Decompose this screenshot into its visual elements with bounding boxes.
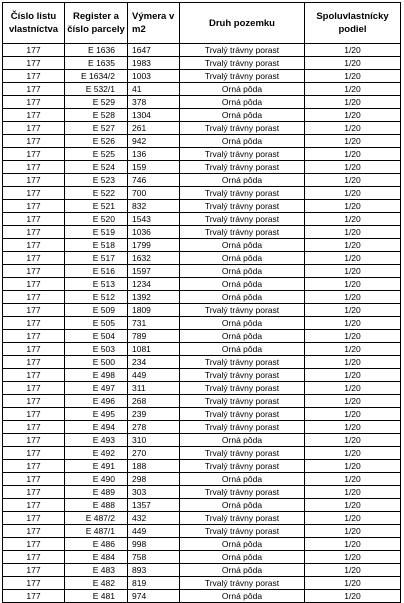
cell-area-m2: 298 bbox=[128, 473, 180, 486]
cell-co-ownership-share: 1/20 bbox=[305, 44, 401, 57]
table-row bbox=[3, 460, 401, 473]
cell-co-ownership-share: 1/20 bbox=[305, 122, 401, 135]
cell-land-type: Trvalý trávny porast bbox=[180, 304, 305, 317]
table-body bbox=[3, 44, 401, 603]
cell-ownership-sheet-number: 177 bbox=[3, 538, 65, 551]
cell-co-ownership-share: 1/20 bbox=[305, 57, 401, 70]
cell-ownership-sheet-number: 177 bbox=[3, 226, 65, 239]
cell-area-m2: 746 bbox=[128, 174, 180, 187]
cell-co-ownership-share: 1/20 bbox=[305, 499, 401, 512]
cell-area-m2: 278 bbox=[128, 421, 180, 434]
cell-ownership-sheet-number: 177 bbox=[3, 382, 65, 395]
cell-area-m2: 893 bbox=[128, 564, 180, 577]
cell-area-m2: 1597 bbox=[128, 265, 180, 278]
cell-land-type: Orná pôda bbox=[180, 538, 305, 551]
cell-land-type: Orná pôda bbox=[180, 590, 305, 603]
cell-land-type: Trvalý trávny porast bbox=[180, 486, 305, 499]
cell-land-type: Trvalý trávny porast bbox=[180, 213, 305, 226]
cell-co-ownership-share: 1/20 bbox=[305, 135, 401, 148]
table-row bbox=[3, 200, 401, 213]
cell-area-m2: 1392 bbox=[128, 291, 180, 304]
cell-area-m2: 303 bbox=[128, 486, 180, 499]
table-row bbox=[3, 291, 401, 304]
table-row bbox=[3, 356, 401, 369]
cell-area-m2: 41 bbox=[128, 83, 180, 96]
cell-land-type: Orná pôda bbox=[180, 564, 305, 577]
cell-area-m2: 1003 bbox=[128, 70, 180, 83]
cell-parcel-number: E 516 bbox=[65, 265, 128, 278]
cell-co-ownership-share: 1/20 bbox=[305, 447, 401, 460]
cell-ownership-sheet-number: 177 bbox=[3, 369, 65, 382]
cell-co-ownership-share: 1/20 bbox=[305, 304, 401, 317]
table-header bbox=[3, 3, 401, 44]
cell-parcel-number: E 522 bbox=[65, 187, 128, 200]
cell-parcel-number: E 523 bbox=[65, 174, 128, 187]
table-row bbox=[3, 590, 401, 603]
cell-ownership-sheet-number: 177 bbox=[3, 356, 65, 369]
cell-co-ownership-share: 1/20 bbox=[305, 148, 401, 161]
cell-area-m2: 819 bbox=[128, 577, 180, 590]
cell-co-ownership-share: 1/20 bbox=[305, 317, 401, 330]
cell-parcel-number: E 495 bbox=[65, 408, 128, 421]
cell-parcel-number: E 1634/2 bbox=[65, 70, 128, 83]
table-row bbox=[3, 395, 401, 408]
cell-land-type: Trvalý trávny porast bbox=[180, 577, 305, 590]
cell-land-type: Trvalý trávny porast bbox=[180, 395, 305, 408]
cell-area-m2: 136 bbox=[128, 148, 180, 161]
cell-land-type: Orná pôda bbox=[180, 278, 305, 291]
cell-ownership-sheet-number: 177 bbox=[3, 265, 65, 278]
cell-ownership-sheet-number: 177 bbox=[3, 317, 65, 330]
cell-land-type: Trvalý trávny porast bbox=[180, 200, 305, 213]
table-row bbox=[3, 408, 401, 421]
cell-parcel-number: E 529 bbox=[65, 96, 128, 109]
table-row bbox=[3, 148, 401, 161]
cell-area-m2: 1234 bbox=[128, 278, 180, 291]
cell-land-type: Orná pôda bbox=[180, 499, 305, 512]
cell-ownership-sheet-number: 177 bbox=[3, 135, 65, 148]
table-row bbox=[3, 161, 401, 174]
cell-land-type: Trvalý trávny porast bbox=[180, 369, 305, 382]
cell-land-type: Trvalý trávny porast bbox=[180, 148, 305, 161]
cell-area-m2: 1809 bbox=[128, 304, 180, 317]
cell-co-ownership-share: 1/20 bbox=[305, 421, 401, 434]
cell-co-ownership-share: 1/20 bbox=[305, 590, 401, 603]
cell-co-ownership-share: 1/20 bbox=[305, 96, 401, 109]
cell-parcel-number: E 1635 bbox=[65, 57, 128, 70]
cell-ownership-sheet-number: 177 bbox=[3, 83, 65, 96]
cell-co-ownership-share: 1/20 bbox=[305, 538, 401, 551]
cell-parcel-number: E 512 bbox=[65, 291, 128, 304]
header-row bbox=[3, 3, 401, 44]
cell-ownership-sheet-number: 177 bbox=[3, 213, 65, 226]
table-row bbox=[3, 304, 401, 317]
cell-ownership-sheet-number: 177 bbox=[3, 551, 65, 564]
cell-parcel-number: E 526 bbox=[65, 135, 128, 148]
cell-parcel-number: E 504 bbox=[65, 330, 128, 343]
cell-area-m2: 731 bbox=[128, 317, 180, 330]
table-row bbox=[3, 109, 401, 122]
table-row bbox=[3, 577, 401, 590]
table-row bbox=[3, 447, 401, 460]
cell-ownership-sheet-number: 177 bbox=[3, 70, 65, 83]
cell-area-m2: 974 bbox=[128, 590, 180, 603]
cell-parcel-number: E 519 bbox=[65, 226, 128, 239]
cell-area-m2: 1983 bbox=[128, 57, 180, 70]
cell-ownership-sheet-number: 177 bbox=[3, 564, 65, 577]
table-row bbox=[3, 369, 401, 382]
cell-parcel-number: E 489 bbox=[65, 486, 128, 499]
cell-ownership-sheet-number: 177 bbox=[3, 96, 65, 109]
cell-co-ownership-share: 1/20 bbox=[305, 473, 401, 486]
table-row bbox=[3, 44, 401, 57]
table-row bbox=[3, 512, 401, 525]
table-row bbox=[3, 317, 401, 330]
cell-parcel-number: E 524 bbox=[65, 161, 128, 174]
cell-parcel-number: E 500 bbox=[65, 356, 128, 369]
cell-co-ownership-share: 1/20 bbox=[305, 213, 401, 226]
cell-parcel-number: E 521 bbox=[65, 200, 128, 213]
cell-area-m2: 188 bbox=[128, 460, 180, 473]
cell-parcel-number: E 487/2 bbox=[65, 512, 128, 525]
cell-land-type: Trvalý trávny porast bbox=[180, 525, 305, 538]
cell-parcel-number: E 496 bbox=[65, 395, 128, 408]
cell-land-type: Orná pôda bbox=[180, 239, 305, 252]
table-row bbox=[3, 70, 401, 83]
table-row bbox=[3, 226, 401, 239]
cell-parcel-number: E 513 bbox=[65, 278, 128, 291]
cell-parcel-number: E 518 bbox=[65, 239, 128, 252]
cell-ownership-sheet-number: 177 bbox=[3, 187, 65, 200]
cell-ownership-sheet-number: 177 bbox=[3, 148, 65, 161]
cell-parcel-number: E 505 bbox=[65, 317, 128, 330]
cell-area-m2: 1632 bbox=[128, 252, 180, 265]
cell-parcel-number: E 492 bbox=[65, 447, 128, 460]
cell-co-ownership-share: 1/20 bbox=[305, 382, 401, 395]
cell-co-ownership-share: 1/20 bbox=[305, 330, 401, 343]
cell-land-type: Orná pôda bbox=[180, 96, 305, 109]
cell-ownership-sheet-number: 177 bbox=[3, 460, 65, 473]
cell-area-m2: 311 bbox=[128, 382, 180, 395]
table-row bbox=[3, 265, 401, 278]
cell-ownership-sheet-number: 177 bbox=[3, 278, 65, 291]
cell-ownership-sheet-number: 177 bbox=[3, 395, 65, 408]
cell-land-type: Trvalý trávny porast bbox=[180, 460, 305, 473]
table-row bbox=[3, 187, 401, 200]
cell-land-type: Orná pôda bbox=[180, 291, 305, 304]
cell-co-ownership-share: 1/20 bbox=[305, 486, 401, 499]
cell-area-m2: 239 bbox=[128, 408, 180, 421]
cell-land-type: Orná pôda bbox=[180, 434, 305, 447]
cell-co-ownership-share: 1/20 bbox=[305, 356, 401, 369]
cell-area-m2: 758 bbox=[128, 551, 180, 564]
header-ownership-sheet-number: Číslo listu vlastníctva bbox=[3, 3, 65, 44]
cell-land-type: Orná pôda bbox=[180, 330, 305, 343]
cell-land-type: Orná pôda bbox=[180, 252, 305, 265]
table-row bbox=[3, 343, 401, 356]
table-row bbox=[3, 83, 401, 96]
header-area-m2: Výmera v m2 bbox=[128, 3, 180, 44]
cell-area-m2: 700 bbox=[128, 187, 180, 200]
table-row bbox=[3, 538, 401, 551]
cell-land-type: Orná pôda bbox=[180, 343, 305, 356]
cell-parcel-number: E 498 bbox=[65, 369, 128, 382]
cell-co-ownership-share: 1/20 bbox=[305, 187, 401, 200]
table-row bbox=[3, 174, 401, 187]
cell-ownership-sheet-number: 177 bbox=[3, 161, 65, 174]
cell-ownership-sheet-number: 177 bbox=[3, 434, 65, 447]
cell-ownership-sheet-number: 177 bbox=[3, 174, 65, 187]
cell-parcel-number: E 488 bbox=[65, 499, 128, 512]
cell-land-type: Orná pôda bbox=[180, 473, 305, 486]
cell-parcel-number: E 528 bbox=[65, 109, 128, 122]
cell-ownership-sheet-number: 177 bbox=[3, 343, 65, 356]
cell-land-type: Trvalý trávny porast bbox=[180, 226, 305, 239]
cell-parcel-number: E 490 bbox=[65, 473, 128, 486]
cell-co-ownership-share: 1/20 bbox=[305, 226, 401, 239]
cell-area-m2: 432 bbox=[128, 512, 180, 525]
cell-parcel-number: E 527 bbox=[65, 122, 128, 135]
cell-co-ownership-share: 1/20 bbox=[305, 343, 401, 356]
table-row bbox=[3, 96, 401, 109]
table-row bbox=[3, 382, 401, 395]
cell-land-type: Orná pôda bbox=[180, 317, 305, 330]
cell-parcel-number: E 503 bbox=[65, 343, 128, 356]
cell-land-type: Orná pôda bbox=[180, 174, 305, 187]
cell-ownership-sheet-number: 177 bbox=[3, 291, 65, 304]
cell-co-ownership-share: 1/20 bbox=[305, 525, 401, 538]
cell-co-ownership-share: 1/20 bbox=[305, 460, 401, 473]
cell-co-ownership-share: 1/20 bbox=[305, 278, 401, 291]
cell-co-ownership-share: 1/20 bbox=[305, 408, 401, 421]
table-row bbox=[3, 525, 401, 538]
table-row bbox=[3, 135, 401, 148]
table-row bbox=[3, 434, 401, 447]
document-page bbox=[2, 2, 401, 603]
cell-co-ownership-share: 1/20 bbox=[305, 161, 401, 174]
table-row bbox=[3, 213, 401, 226]
cell-parcel-number: E 493 bbox=[65, 434, 128, 447]
cell-co-ownership-share: 1/20 bbox=[305, 564, 401, 577]
cell-land-type: Trvalý trávny porast bbox=[180, 408, 305, 421]
cell-ownership-sheet-number: 177 bbox=[3, 109, 65, 122]
cell-co-ownership-share: 1/20 bbox=[305, 434, 401, 447]
table-row bbox=[3, 239, 401, 252]
cell-parcel-number: E 509 bbox=[65, 304, 128, 317]
header-land-type: Druh pozemku bbox=[180, 3, 305, 44]
table-row bbox=[3, 499, 401, 512]
cell-co-ownership-share: 1/20 bbox=[305, 239, 401, 252]
cell-ownership-sheet-number: 177 bbox=[3, 122, 65, 135]
cell-land-type: Trvalý trávny porast bbox=[180, 447, 305, 460]
cell-co-ownership-share: 1/20 bbox=[305, 369, 401, 382]
cell-ownership-sheet-number: 177 bbox=[3, 486, 65, 499]
cell-land-type: Trvalý trávny porast bbox=[180, 161, 305, 174]
cell-ownership-sheet-number: 177 bbox=[3, 200, 65, 213]
cell-parcel-number: E 517 bbox=[65, 252, 128, 265]
cell-area-m2: 998 bbox=[128, 538, 180, 551]
cell-ownership-sheet-number: 177 bbox=[3, 408, 65, 421]
cell-area-m2: 449 bbox=[128, 369, 180, 382]
cell-area-m2: 1304 bbox=[128, 109, 180, 122]
cell-land-type: Trvalý trávny porast bbox=[180, 512, 305, 525]
cell-area-m2: 1647 bbox=[128, 44, 180, 57]
cell-land-type: Orná pôda bbox=[180, 265, 305, 278]
cell-co-ownership-share: 1/20 bbox=[305, 70, 401, 83]
cell-ownership-sheet-number: 177 bbox=[3, 473, 65, 486]
cell-co-ownership-share: 1/20 bbox=[305, 83, 401, 96]
cell-land-type: Orná pôda bbox=[180, 135, 305, 148]
cell-ownership-sheet-number: 177 bbox=[3, 447, 65, 460]
cell-ownership-sheet-number: 177 bbox=[3, 525, 65, 538]
cell-area-m2: 1357 bbox=[128, 499, 180, 512]
land-parcels-table bbox=[2, 2, 401, 603]
cell-ownership-sheet-number: 177 bbox=[3, 512, 65, 525]
cell-area-m2: 449 bbox=[128, 525, 180, 538]
cell-area-m2: 159 bbox=[128, 161, 180, 174]
header-register-parcel-number: Register a číslo parcely bbox=[65, 3, 128, 44]
cell-land-type: Trvalý trávny porast bbox=[180, 421, 305, 434]
cell-ownership-sheet-number: 177 bbox=[3, 304, 65, 317]
cell-parcel-number: E 532/1 bbox=[65, 83, 128, 96]
cell-area-m2: 270 bbox=[128, 447, 180, 460]
cell-area-m2: 789 bbox=[128, 330, 180, 343]
table-row bbox=[3, 122, 401, 135]
cell-parcel-number: E 484 bbox=[65, 551, 128, 564]
cell-co-ownership-share: 1/20 bbox=[305, 512, 401, 525]
cell-land-type: Trvalý trávny porast bbox=[180, 70, 305, 83]
cell-ownership-sheet-number: 177 bbox=[3, 252, 65, 265]
cell-co-ownership-share: 1/20 bbox=[305, 109, 401, 122]
cell-area-m2: 234 bbox=[128, 356, 180, 369]
cell-land-type: Orná pôda bbox=[180, 551, 305, 564]
cell-co-ownership-share: 1/20 bbox=[305, 252, 401, 265]
table-row bbox=[3, 486, 401, 499]
cell-co-ownership-share: 1/20 bbox=[305, 265, 401, 278]
cell-area-m2: 832 bbox=[128, 200, 180, 213]
cell-ownership-sheet-number: 177 bbox=[3, 239, 65, 252]
cell-parcel-number: E 494 bbox=[65, 421, 128, 434]
cell-land-type: Trvalý trávny porast bbox=[180, 187, 305, 200]
cell-co-ownership-share: 1/20 bbox=[305, 395, 401, 408]
cell-area-m2: 942 bbox=[128, 135, 180, 148]
cell-area-m2: 1799 bbox=[128, 239, 180, 252]
cell-parcel-number: E 482 bbox=[65, 577, 128, 590]
table-row bbox=[3, 278, 401, 291]
cell-area-m2: 1036 bbox=[128, 226, 180, 239]
cell-parcel-number: E 486 bbox=[65, 538, 128, 551]
cell-parcel-number: E 1636 bbox=[65, 44, 128, 57]
cell-co-ownership-share: 1/20 bbox=[305, 577, 401, 590]
table-row bbox=[3, 57, 401, 70]
cell-area-m2: 310 bbox=[128, 434, 180, 447]
cell-land-type: Trvalý trávny porast bbox=[180, 57, 305, 70]
cell-ownership-sheet-number: 177 bbox=[3, 577, 65, 590]
cell-land-type: Trvalý trávny porast bbox=[180, 44, 305, 57]
cell-co-ownership-share: 1/20 bbox=[305, 174, 401, 187]
cell-parcel-number: E 491 bbox=[65, 460, 128, 473]
cell-parcel-number: E 525 bbox=[65, 148, 128, 161]
cell-parcel-number: E 481 bbox=[65, 590, 128, 603]
table-row bbox=[3, 473, 401, 486]
cell-land-type: Orná pôda bbox=[180, 109, 305, 122]
header-co-ownership-share: Spoluvlastnícky podiel bbox=[305, 3, 401, 44]
cell-ownership-sheet-number: 177 bbox=[3, 421, 65, 434]
cell-land-type: Trvalý trávny porast bbox=[180, 356, 305, 369]
cell-ownership-sheet-number: 177 bbox=[3, 44, 65, 57]
cell-parcel-number: E 487/1 bbox=[65, 525, 128, 538]
table-row bbox=[3, 421, 401, 434]
cell-area-m2: 1543 bbox=[128, 213, 180, 226]
cell-area-m2: 268 bbox=[128, 395, 180, 408]
cell-co-ownership-share: 1/20 bbox=[305, 291, 401, 304]
cell-ownership-sheet-number: 177 bbox=[3, 590, 65, 603]
cell-ownership-sheet-number: 177 bbox=[3, 57, 65, 70]
cell-ownership-sheet-number: 177 bbox=[3, 499, 65, 512]
cell-land-type: Orná pôda bbox=[180, 83, 305, 96]
cell-area-m2: 378 bbox=[128, 96, 180, 109]
cell-land-type: Trvalý trávny porast bbox=[180, 382, 305, 395]
cell-parcel-number: E 497 bbox=[65, 382, 128, 395]
cell-co-ownership-share: 1/20 bbox=[305, 551, 401, 564]
table-row bbox=[3, 564, 401, 577]
cell-parcel-number: E 483 bbox=[65, 564, 128, 577]
cell-co-ownership-share: 1/20 bbox=[305, 200, 401, 213]
table-row bbox=[3, 252, 401, 265]
table-row bbox=[3, 551, 401, 564]
cell-area-m2: 1081 bbox=[128, 343, 180, 356]
cell-area-m2: 261 bbox=[128, 122, 180, 135]
cell-land-type: Trvalý trávny porast bbox=[180, 122, 305, 135]
table-row bbox=[3, 330, 401, 343]
cell-parcel-number: E 520 bbox=[65, 213, 128, 226]
cell-ownership-sheet-number: 177 bbox=[3, 330, 65, 343]
